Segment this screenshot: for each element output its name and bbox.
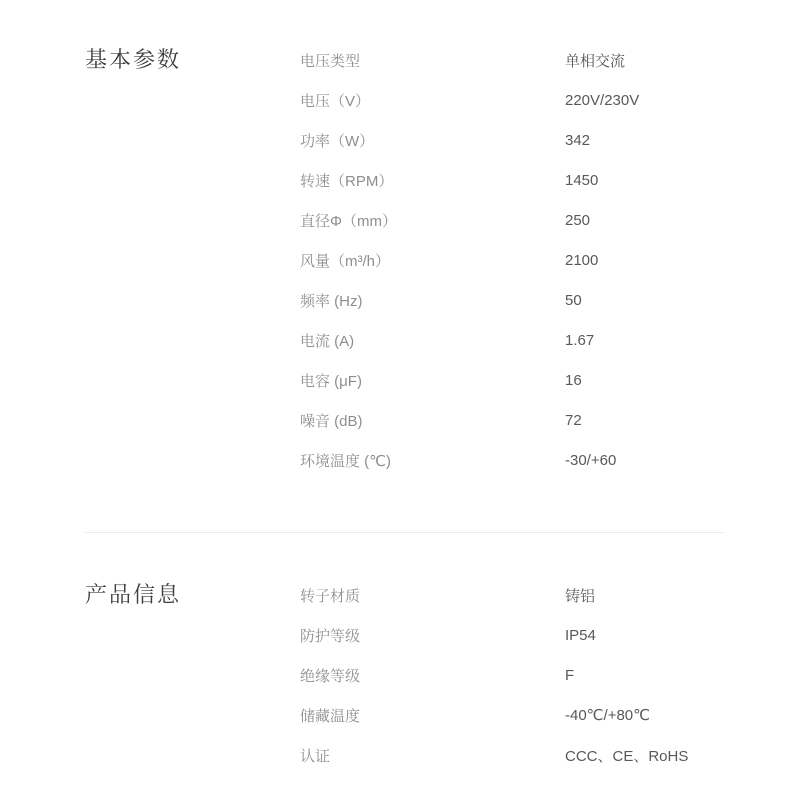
spec-label: 电压（V） [300,92,371,110]
spec-label: 绝缘等级 [300,667,361,685]
spec-label: 储藏温度 [300,707,361,725]
spec-row [300,160,725,200]
spec-label: 电容 (μF) [300,372,362,390]
spec-row [300,280,725,320]
spec-row [300,40,725,80]
spec-value: IP54 [565,626,596,644]
spec-value: -40℃/+80℃ [565,707,650,724]
spec-label: 频率 (Hz) [300,292,363,310]
spec-value: 1.67 [565,331,595,349]
spec-row [300,240,725,280]
spec-value: 220V/230V [565,91,640,109]
spec-label: 转子材质 [300,587,361,605]
spec-row [300,80,725,120]
spec-value: 342 [565,131,591,149]
section-divider [85,532,725,533]
spec-row [300,695,725,735]
spec-label: 防护等级 [300,627,361,645]
spec-value: CCC、CE、RoHS [565,747,689,765]
spec-value: 铸铝 [565,587,596,605]
spec-value: 单相交流 [565,52,626,70]
spec-value: -30/+60 [565,451,617,469]
spec-label: 功率（W） [300,132,375,150]
spec-row [300,735,725,775]
spec-row [300,120,725,160]
spec-row [300,440,725,480]
spec-row [300,200,725,240]
spec-row [300,655,725,695]
section-heading: 基本参数 [85,47,182,72]
spec-rows [300,575,725,775]
spec-rows [300,40,725,480]
spec-row [300,575,725,615]
spec-value: 16 [565,371,582,389]
spec-label: 电压类型 [300,52,361,70]
spec-label: 风量（m³/h） [300,252,391,270]
spec-label: 转速（RPM） [300,172,394,190]
spec-row [300,400,725,440]
section-heading: 产品信息 [85,582,182,607]
spec-section [85,40,725,480]
spec-value: F [565,666,575,684]
spec-label: 认证 [300,747,331,765]
spec-value: 2100 [565,251,599,269]
spec-label: 噪音 (dB) [300,412,363,430]
spec-section [85,575,725,775]
spec-label: 直径Φ（mm） [300,212,397,230]
spec-row [300,615,725,655]
spec-value: 50 [565,291,582,309]
spec-value: 250 [565,211,591,229]
spec-value: 72 [565,411,582,429]
spec-row [300,320,725,360]
spec-label: 电流 (A) [300,332,355,350]
spec-value: 1450 [565,171,599,189]
spec-label: 环境温度 (℃) [300,452,392,470]
spec-row [300,360,725,400]
